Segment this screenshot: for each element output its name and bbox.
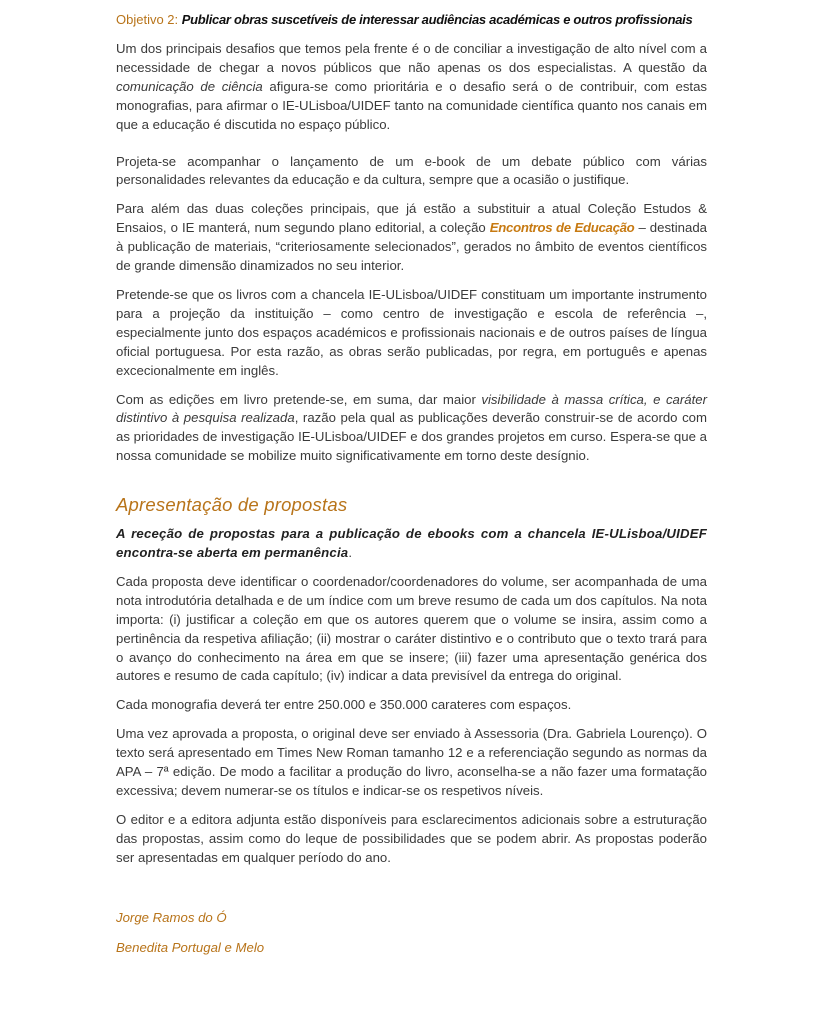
paragraph-proposal-requirements: Cada proposta deve identificar o coordenador/coordenadores do volume, ser acompanhada de uma nota introdutória detalhada e de um índice com um breve resumo de cada um dos capítulos. Na nota importa: (i) justificar a coleção em que os autores querem que o volume se insira, assim como a pertinência da respetiva afiliação; (ii) mostrar o caráter distintivo e o contributo que o texto trará para o avanço do conhecimento na área em que se insere; (iii) fazer uma apresentação genérica dos autores e resumo de cada capítulo; (iv) indicar a data previsível da entrega do original. (116, 573, 707, 684)
paragraph-text: Para além das duas coleções principais, que já estão a substituir a atual Coleção Estudos & Ensaios, o IE manterá, num segundo plano editorial, a coleção (116, 201, 707, 236)
paragraph-collections (116, 200, 707, 276)
paragraph-science-communication (116, 40, 707, 135)
section-heading: Apresentação de propostas (116, 494, 348, 516)
lead-period: . (348, 545, 353, 561)
document-page (116, 0, 707, 957)
signature-adjunct-editor: Benedita Portugal e Melo (116, 939, 265, 955)
section-lead (116, 525, 707, 563)
paragraph-text: – destinada à publicação de materiais, “criteriosamente selecionados”, gerados no âmbito de eventos científicos de grande dimensão dinamizados no seu interior. (116, 220, 707, 274)
objective-heading (116, 11, 707, 29)
paragraph-text: afigura-se como prioritária e o desafio será o de contribuir, com estas monografias, para afirmar o IE-ULisboa/UIDEF tanto na comunidade científica quanto nos canais em que a educação é discutida no espaço público. (116, 78, 708, 132)
paragraph-text: Um dos principais desafios que temos pela frente é o de conciliar a investigação de alto nível com a necessidade de chegar a novos públicos que não apenas os dos especialistas. A questão da (116, 41, 707, 75)
objective-label: Objetivo 2: (116, 12, 182, 27)
paragraph-projection: Pretende-se que os livros com a chancela IE-ULisboa/UIDEF constituam um importante instrumento para a projeção da instituição – como centro de investigação e escola de referência –, especialmente junto dos espaços académicos e profissionais nacionais e de outros países de língua oficial portuguesa. Por esta razão, as obras serão publicadas, por regra, em português e apenas excecionalmente em inglês. (116, 286, 707, 378)
collection-highlight: Encontros de Educação (489, 220, 635, 236)
objective-title: Publicar obras suscetíveis de interessar audiências académicas e outros profissionais (181, 12, 693, 27)
emphasis-text: comunicação de ciência (116, 78, 263, 94)
paragraph-text: , razão pela qual as publicações deverão construir-se de acordo com as prioridades de investigação IE-ULisboa/UIDEF e dos grandes projetos em curso. Espera-se que a nossa comunidade se mobilize muito significativamente em torno deste desígnio. (116, 410, 707, 464)
emphasis-text: visibilidade à massa crítica, e caráter distintivo à pesquisa realizada (116, 391, 707, 426)
signature-editor: Jorge Ramos do Ó (116, 909, 227, 925)
paragraph-ebook-debate: Projeta-se acompanhar o lançamento de um e-book de um debate público com várias personalidades relevantes da educação e da cultura, sempre que a ocasião o justifique. (116, 153, 707, 188)
paragraph-visibility (116, 391, 707, 467)
lead-text: A receção de propostas para a publicação de ebooks com a chancela IE-ULisboa/UIDEF encontra-se aberta em permanência (116, 526, 707, 561)
paragraph-editor-contact: O editor e a editora adjunta estão disponíveis para esclarecimentos adicionais sobre a estruturação das propostas, assim como do leque de possibilidades que se podem abrir. As propostas poderão ser apresentadas em qualquer período do ano. (116, 811, 707, 865)
paragraph-monograph-length: Cada monografia deverá ter entre 250.000 e 350.000 carateres com espaços. (116, 697, 572, 713)
paragraph-text: Com as edições em livro pretende-se, em suma, dar maior (116, 391, 482, 407)
paragraph-submission-format: Uma vez aprovada a proposta, o original deve ser enviado à Assessoria (Dra. Gabriela Lourenço). O texto será apresentado em Times New Roman tamanho 12 e a referenciação segundo as normas da APA – 7ª edição. De modo a facilitar a produção do livro, aconselha-se a não fazer uma formatação excessiva; devem numerar-se os títulos e indicar-se os respetivos níveis. (116, 726, 707, 798)
